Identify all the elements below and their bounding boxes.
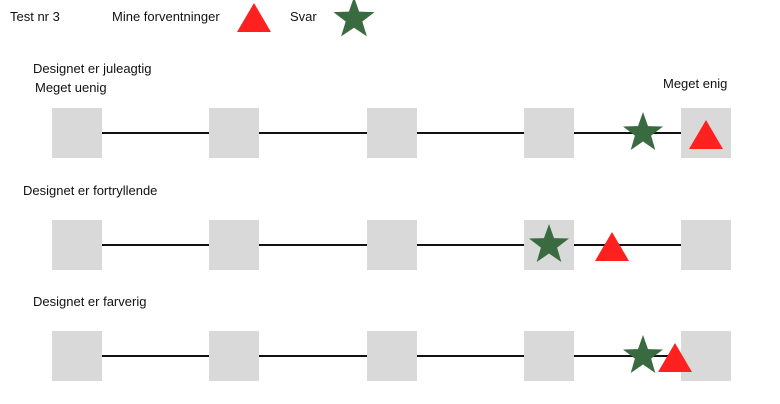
answer-star-marker [621,333,665,377]
question-1-label: Designet er juleagtig [33,61,152,76]
scale-step-box-5[interactable] [681,220,731,270]
rating-row-1 [0,108,780,168]
scale-step-box-4[interactable] [524,331,574,381]
scale-step-box-1[interactable] [52,220,102,270]
star-icon [332,0,376,38]
expectation-triangle-marker [688,118,724,150]
scale-step-box-3[interactable] [367,108,417,158]
scale-left-label: Meget uenig [35,80,107,95]
legend-expectations-label: Mine forventninger [112,9,220,24]
expectation-triangle-marker [594,230,630,262]
test-title: Test nr 3 [10,9,60,24]
rating-row-3 [0,331,780,391]
scale-step-box-1[interactable] [52,108,102,158]
scale-step-box-2[interactable] [209,220,259,270]
scale-step-box-3[interactable] [367,331,417,381]
scale-step-box-2[interactable] [209,108,259,158]
scale-step-box-3[interactable] [367,220,417,270]
scale-step-box-2[interactable] [209,331,259,381]
scale-step-box-4[interactable] [524,108,574,158]
triangle-icon [236,1,272,33]
answer-star-marker [527,222,571,266]
legend-answer-label: Svar [290,9,317,24]
rating-row-2 [0,220,780,280]
question-2-label: Designet er fortryllende [23,183,158,198]
scale-step-box-1[interactable] [52,331,102,381]
question-3-label: Designet er farverig [33,294,147,309]
scale-right-label: Meget enig [663,76,728,91]
answer-star-marker [621,110,665,154]
